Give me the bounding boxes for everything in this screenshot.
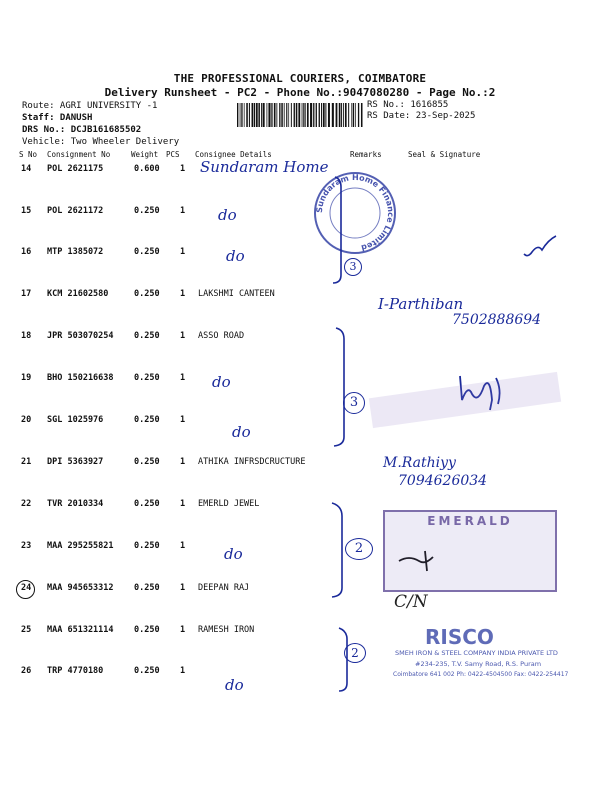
barcode-bar [319,103,320,127]
barcode-bar [258,103,260,127]
barcode-bar [274,103,276,127]
barcode-bar [268,103,270,127]
row-consignment: MTP 1385072 [47,247,104,257]
barcode-bar [328,103,330,127]
row-sno: 26 [21,666,32,676]
route-label: Route: AGRI UNIVERSITY -1 [22,101,158,111]
barcode-bar [361,103,363,127]
barcode-bar [291,103,292,127]
company-title: THE PROFESSIONAL COURIERS, COIMBATORE [173,72,427,85]
barcode-bar [288,103,289,127]
row-consignment: TRP 4770180 [47,666,104,676]
barcode-bar [305,103,306,127]
row-sno: 18 [21,331,32,341]
row-weight: 0.250 [134,499,160,509]
barcode-bar [303,103,304,127]
handwritten-ditto: do [226,247,245,265]
row-details: ASSO ROAD [198,331,245,341]
risco-line-1: SMEH IRON & STEEL COMPANY INDIA PRIVATE LTD [395,649,558,657]
col-header-weight: Weight [131,150,159,159]
circled-count: 3 [343,392,365,414]
barcode-bar [237,103,238,127]
barcode-bar [302,103,303,127]
row-sno: 19 [21,373,32,383]
barcode-bar [294,103,295,127]
row-pcs: 1 [180,247,186,257]
col-header-sno: S No [19,150,38,159]
row-consignment: MAA 651321114 [47,625,114,635]
barcode-bar [256,103,258,127]
barcode-bar [341,103,342,127]
row-weight: 0.250 [134,289,160,299]
row-weight: 0.250 [134,415,160,425]
barcode-bar [348,103,349,127]
emerald-stamp-text: EMERALD [427,514,513,528]
barcode-bar [276,103,277,127]
row-pcs: 1 [180,331,186,341]
row-sno: 15 [21,206,32,216]
barcode-bar [339,103,340,127]
risco-logo: RISCO [425,625,494,649]
barcode-bar [316,103,317,127]
barcode-bar [358,103,359,127]
rs-date: RS Date: 23-Sep-2025 [367,111,476,121]
row-sno: 25 [21,625,32,635]
handwritten-ditto: do [224,545,243,563]
barcode-bar [241,103,242,127]
barcode-bar [240,103,241,127]
col-header-pcs: PCS [166,150,180,159]
row-weight: 0.250 [134,206,160,216]
stamp-text: Sundaram Home Finance Limited [314,172,396,253]
row-pcs: 1 [180,666,186,676]
row-sno: 22 [21,499,32,509]
row-pcs: 1 [180,541,186,551]
table-row [0,206,600,220]
barcode-bar [351,103,352,127]
barcode-bar [325,103,326,127]
row-consignment: POL 2621175 [47,164,104,174]
barcode-bar [246,103,248,127]
row-consignment: KCM 21602580 [47,289,109,299]
barcode-bar [261,103,262,127]
table-row [0,289,600,303]
handwritten-signature-parthiban: I-Parthiban [378,295,464,313]
barcode-bar [307,103,309,127]
barcode-bar [284,103,285,127]
table-row [0,415,600,429]
handwritten-circle-24 [16,580,35,599]
barcode-bar [271,103,272,127]
row-weight: 0.250 [134,666,160,676]
table-row [0,331,600,345]
row-weight: 0.250 [134,583,160,593]
row-weight: 0.600 [134,164,160,174]
row-sno: 16 [21,247,32,257]
row-consignment: SGL 1025976 [47,415,104,425]
sundaram-company-stamp [312,170,398,256]
barcode-bar [353,103,355,127]
handwritten-ditto: do [232,423,251,441]
handwritten-signature-rathiyy: M.Rathiyy [383,455,456,471]
row-sno: 17 [21,289,32,299]
row-consignment: BHO 150216638 [47,373,114,383]
handwritten-phone: 7502888694 [452,312,542,328]
row-weight: 0.250 [134,541,160,551]
rs-number: RS No.: 1616855 [367,100,449,110]
row-pcs: 1 [180,499,186,509]
col-header-remarks: Remarks [350,150,382,159]
drs-number: DRS No.: DCJB161685502 [22,125,142,135]
handwritten-phone: 7094626034 [398,473,488,489]
row-pcs: 1 [180,583,186,593]
row-weight: 0.250 [134,247,160,257]
table-row [0,457,600,471]
row-weight: 0.250 [134,373,160,383]
barcode-bar [263,103,265,127]
staff-label: Staff: DANUSH [22,113,93,123]
row-weight: 0.250 [134,457,160,467]
col-header-details: Consignee Details [195,150,272,159]
row-consignment: POL 2621172 [47,206,104,216]
row-consignment: JPR 503070254 [47,331,114,341]
circled-count: 2 [345,538,373,560]
header-left-block [22,100,179,148]
barcode-bar [254,103,255,127]
risco-line-3: Coimbatore 641 002 Ph: 0422-4504500 Fax: 0422-254417 [393,671,569,678]
row-pcs: 1 [180,206,186,216]
barcode-bar [310,103,312,127]
row-sno: 24 [21,583,32,593]
barcode-bar [345,103,347,127]
barcode-bar [249,103,250,127]
barcode-bar [252,103,254,127]
row-consignment: MAA 295255821 [47,541,114,551]
row-details: LAKSHMI CANTEEN [198,289,275,299]
row-sno: 20 [21,415,32,425]
barcode-bar [355,103,356,127]
risco-line-2: #234-235, T.V. Samy Road, R.S. Puram [415,660,542,668]
header-right-block [367,100,475,122]
barcode-bar [279,103,280,127]
circled-count: 2 [344,643,366,663]
runsheet-title: Delivery Runsheet - PC2 - Phone No.:9047080280 - Page No.:2 [104,86,496,99]
barcode-bar [286,103,287,127]
table-row [0,247,600,261]
barcode-bar [313,103,314,127]
barcode-bar [321,103,322,127]
row-pcs: 1 [180,625,186,635]
row-weight: 0.250 [134,625,160,635]
barcode-bar [267,103,268,127]
vehicle-label: Vehicle: Two Wheeler Delivery [22,137,180,147]
col-header-seal: Seal & Signature [408,150,481,159]
barcode-bar [332,103,334,127]
handwritten-ditto: do [225,676,244,694]
barcode-bar [281,103,282,127]
signature-scribble [520,232,560,262]
barcode-bar [343,103,344,127]
barcode-bar [336,103,338,127]
risco-stamp [393,625,585,695]
emerald-stamp [383,510,557,592]
col-header-consignment: Consignment No [47,150,111,159]
row-sno: 14 [21,164,32,174]
row-details: RAMESH IRON [198,625,255,635]
barcode-bar [244,103,245,127]
handwritten-ditto: do [218,206,237,224]
barcode [237,103,363,127]
row-sno: 23 [21,541,32,551]
row-weight: 0.250 [134,331,160,341]
row-pcs: 1 [180,457,186,467]
row-sno: 21 [21,457,32,467]
row-details: DEEPAN RAJ [198,583,250,593]
row-pcs: 1 [180,164,186,174]
barcode-bar [298,103,300,127]
row-consignment: MAA 945653312 [47,583,114,593]
handwritten-cn: C/N [394,592,428,612]
bracket-rows-18-20 [330,325,360,450]
row-details: ATHIKA INFRSDCRUCTURE [198,457,306,467]
row-pcs: 1 [180,415,186,425]
handwritten-ditto: do [212,373,231,391]
barcode-bar [323,103,325,127]
circled-count: 3 [344,258,362,276]
row-consignment: DPI 5363927 [47,457,104,467]
row-pcs: 1 [180,373,186,383]
row-details: EMERLD JEWEL [198,499,260,509]
handwritten-sundaram-home: Sundaram Home [200,158,329,176]
row-pcs: 1 [180,289,186,299]
barcode-bar [296,103,298,127]
row-consignment: TVR 2010334 [47,499,104,509]
